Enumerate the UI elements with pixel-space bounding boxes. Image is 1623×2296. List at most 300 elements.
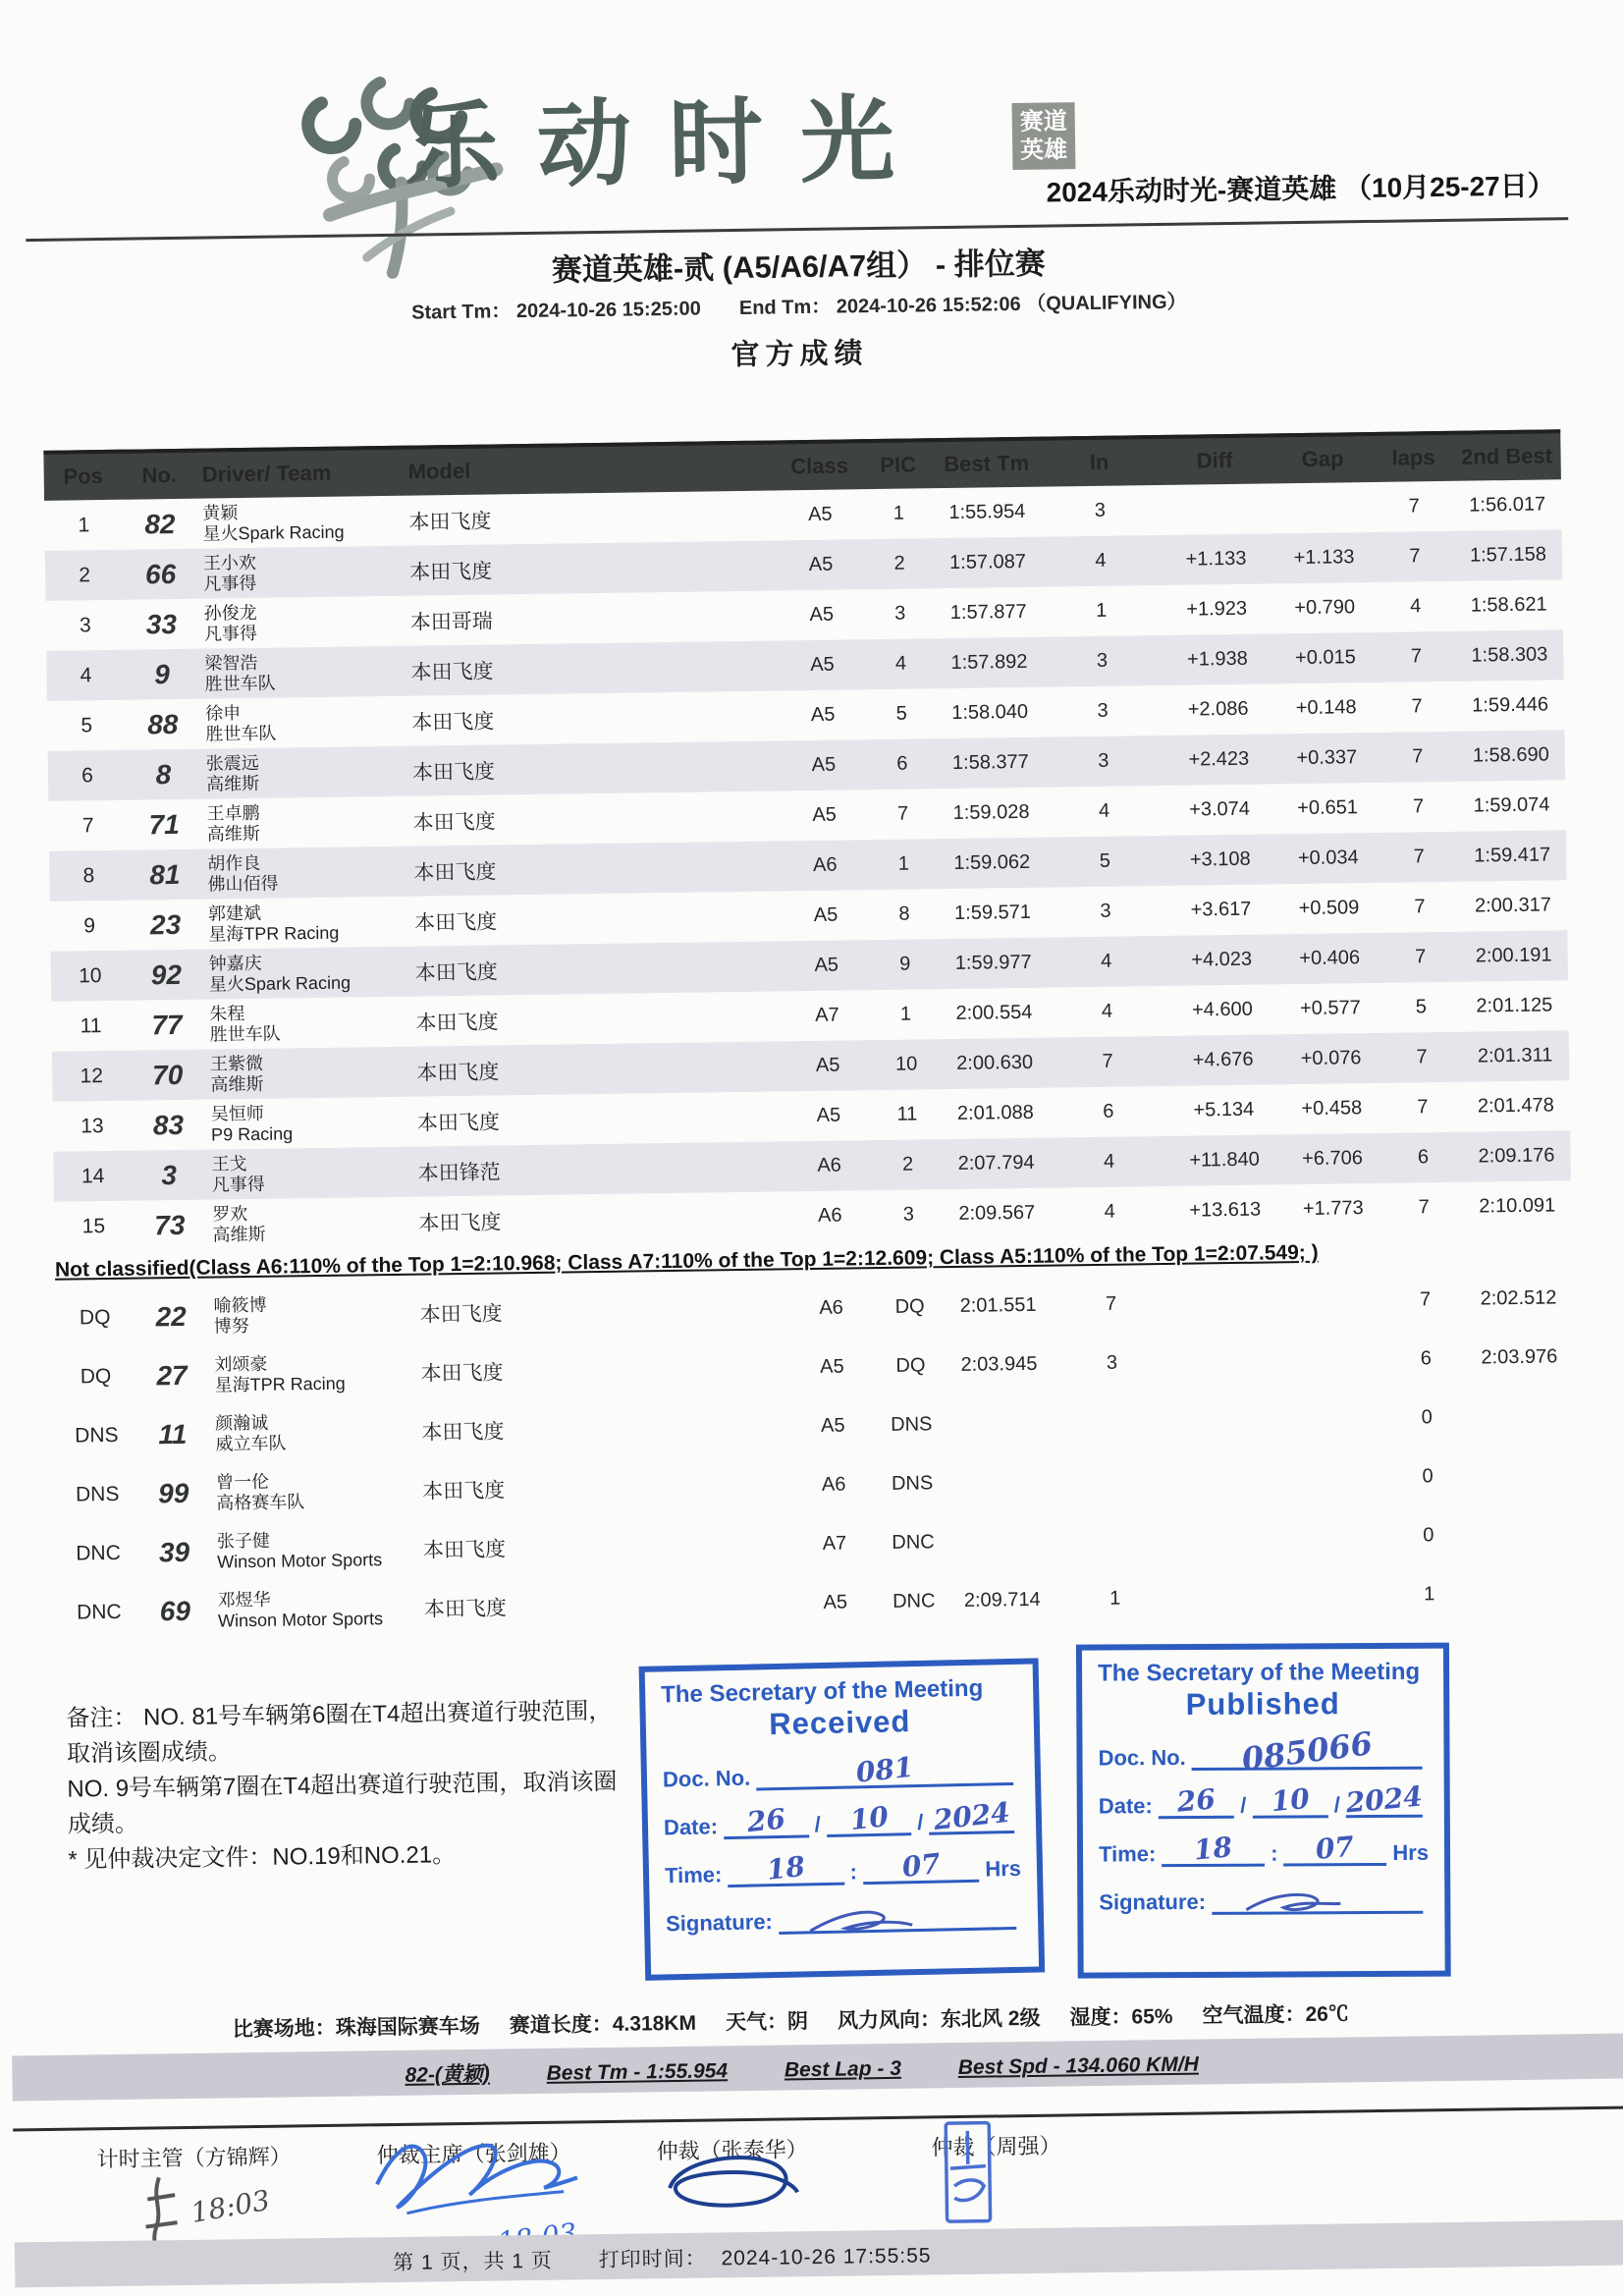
cell-2nd-best <box>1467 1472 1575 1478</box>
cell-diff <box>1171 1417 1284 1423</box>
cell-model: 本田飞度 <box>422 1538 507 1562</box>
cell-model: 本田飞度 <box>412 809 496 835</box>
cell-2nd-best: 2:01.311 <box>1477 1044 1553 1067</box>
cell-diff <box>1174 1594 1287 1600</box>
cell-pic: DQ <box>895 1353 926 1377</box>
cell-in <box>1055 1478 1172 1484</box>
cell-gap: +0.076 <box>1300 1047 1362 1070</box>
cell-pos: 15 <box>81 1214 106 1237</box>
page-footer-bar <box>15 2219 1623 2287</box>
page-count: 第 1 页，共 1 页 <box>392 2249 554 2275</box>
cell-diff <box>1159 507 1271 513</box>
remarks-block <box>66 1694 637 1879</box>
team-name: 高维斯 <box>210 1073 264 1095</box>
cell-pos: 9 <box>83 913 96 937</box>
cell-best-tm: 1:55.954 <box>948 500 1026 523</box>
cell-laps: 7 <box>1412 745 1424 768</box>
cell-laps: 0 <box>1422 1464 1434 1487</box>
cell-no: 69 <box>159 1595 191 1627</box>
cell-pic: DNS <box>891 1471 934 1495</box>
cell-gap: +0.790 <box>1294 596 1356 620</box>
footer-divider <box>13 2105 1623 2131</box>
cell-pic: 11 <box>896 1103 918 1125</box>
cell-class: A5 <box>816 1104 841 1126</box>
cell-diff: +11.840 <box>1189 1148 1260 1172</box>
cell-best-tm: 2:00.630 <box>956 1051 1034 1074</box>
cell-driver <box>200 748 407 796</box>
steward-2-signature-scribble <box>934 2116 1004 2230</box>
received-doc-value: 081 <box>854 1750 915 1789</box>
cell-diff: +13.613 <box>1189 1198 1262 1222</box>
cell-in: 5 <box>1099 849 1111 872</box>
brand-title: 乐动时光 <box>405 83 933 202</box>
driver-name: 曾一伦 <box>215 1471 270 1493</box>
column-header: In <box>1089 449 1109 474</box>
team-name: 高维斯 <box>205 773 260 794</box>
classified-rows <box>44 479 1572 1251</box>
driver-name: 罗欢 <box>212 1203 248 1225</box>
cell-in: 4 <box>1101 950 1112 972</box>
cell-class: A6 <box>817 1204 842 1227</box>
cell-gap: +0.406 <box>1299 947 1361 970</box>
cell-in: 1 <box>1096 599 1108 622</box>
venue-info-line <box>233 1997 1379 2043</box>
badge-line2: 英雄 <box>1019 137 1068 164</box>
team-name: 星海TPR Racing <box>208 922 340 945</box>
cell-pos: 5 <box>81 713 93 737</box>
received-stamp: The Secretary of the Meeting Received Doc. No. 081 Date: 26 / 10 / 2024 Time: 18 : 07 Hrs Signature: <box>639 1658 1046 1980</box>
cell-gap: +1.773 <box>1302 1197 1364 1221</box>
cell-diff <box>1170 1299 1283 1305</box>
cell-in: 3 <box>1098 749 1109 772</box>
cell-class: A5 <box>814 954 839 976</box>
cell-in: 4 <box>1101 1000 1113 1022</box>
cell-class: A5 <box>823 1591 848 1613</box>
cell-diff: +3.108 <box>1189 847 1251 871</box>
cell-no: 9 <box>154 658 171 689</box>
cell-laps: 7 <box>1414 946 1427 968</box>
column-header: Class <box>790 453 849 479</box>
cell-gap: +0.577 <box>1299 997 1361 1020</box>
venue-info-item: 空气温度：26℃ <box>1202 2002 1349 2028</box>
cell-gap <box>1283 1298 1386 1303</box>
official-timekeeper: 计时主管（方锦辉） <box>96 2144 292 2172</box>
remark-line-3: * 见仲裁决定文件：NO.19和NO.21。 <box>68 1841 457 1874</box>
driver-name: 王小欢 <box>202 552 257 574</box>
venue-info-item: 赛道长度：4.318KM <box>509 2011 697 2038</box>
cell-gap <box>1283 1357 1386 1362</box>
cell-no: 70 <box>151 1059 184 1090</box>
cell-no: 73 <box>154 1209 186 1240</box>
best-time: Best Tm - 1:55.954 <box>546 2059 729 2085</box>
team-name: Winson Motor Sports <box>217 1609 384 1631</box>
cell-in: 6 <box>1103 1100 1114 1122</box>
cell-laps: 7 <box>1408 495 1420 518</box>
team-name: 胜世车队 <box>205 723 277 744</box>
cell-pic: 7 <box>896 802 909 825</box>
cell-best-tm: 2:09.567 <box>958 1201 1036 1225</box>
cell-model: 本田飞度 <box>423 1597 508 1621</box>
cell-best-tm: 1:58.377 <box>951 750 1029 774</box>
cell-gap <box>1286 1534 1389 1539</box>
driver-name: 喻筱博 <box>213 1294 267 1316</box>
cell-diff: +1.133 <box>1185 547 1247 571</box>
cell-class: A5 <box>808 553 834 575</box>
cell-diff: +3.617 <box>1190 898 1252 921</box>
cell-model: 本田飞度 <box>415 1010 499 1035</box>
not-classified-line: Not classified(Class A6:110% of the Top 1=2:10.968; Class A7:110% of the Top 1=2:12.609; Class A5:110% of the Top 1=2:07.549; ) <box>54 1240 1319 1282</box>
cell-driver <box>205 1099 412 1147</box>
published-stamp-title: The Secretary of the Meeting <box>1098 1658 1421 1687</box>
published-stamp-status: Published <box>1185 1686 1340 1722</box>
cell-class: A5 <box>807 503 833 525</box>
cell-driver <box>210 1468 417 1516</box>
results-table <box>43 429 1577 1642</box>
received-doc-label: Doc. No. <box>662 1765 751 1792</box>
cell-pos: 3 <box>79 613 91 636</box>
cell-model: 本田飞度 <box>419 1302 503 1327</box>
cell-in: 3 <box>1106 1351 1118 1374</box>
venue-info-item: 风力风向：东北风 2级 <box>837 2006 1041 2033</box>
cell-class: A5 <box>809 603 835 626</box>
cell-pic: 3 <box>894 602 906 625</box>
team-name: 星海TPR Racing <box>214 1373 346 1395</box>
cell-driver <box>209 1409 416 1457</box>
cell-class: A6 <box>821 1473 846 1496</box>
cell-no: 23 <box>149 908 182 940</box>
received-time-minute: 07 <box>899 1846 943 1884</box>
driver-name: 吴恒师 <box>210 1103 264 1124</box>
cell-driver <box>204 1049 411 1097</box>
cell-laps: 7 <box>1414 896 1426 918</box>
cell-model: 本田飞度 <box>411 709 495 735</box>
best-car: 82-(黄颖) <box>405 2062 490 2087</box>
remark-line-1: 备注： NO. 81号车辆第6圈在T4超出赛道行驶范围，取消该圈成绩。 <box>66 1697 613 1768</box>
cell-laps: 1 <box>1424 1582 1435 1605</box>
driver-name: 王卓鹏 <box>206 802 260 824</box>
cell-no: 71 <box>148 808 180 840</box>
team-name: 胜世车队 <box>204 673 276 694</box>
driver-name: 王戈 <box>211 1153 247 1175</box>
cell-in: 7 <box>1105 1292 1117 1315</box>
cell-gap: +0.651 <box>1297 796 1359 820</box>
cell-laps: 4 <box>1409 595 1422 618</box>
cell-model: 本田飞度 <box>413 859 497 885</box>
cell-pic: 8 <box>898 902 910 925</box>
cell-gap <box>1285 1475 1388 1480</box>
venue-info-item: 湿度：65% <box>1069 2004 1173 2030</box>
cell-2nd-best: 1:59.417 <box>1474 844 1551 867</box>
cell-driver <box>196 498 404 546</box>
cell-no: 83 <box>152 1109 185 1140</box>
cell-best-tm: 2:01.088 <box>956 1101 1034 1124</box>
column-header: PIC <box>880 452 917 477</box>
cell-driver <box>202 899 409 947</box>
cell-best-tm: 1:59.977 <box>954 951 1032 974</box>
cell-class: A5 <box>815 1054 840 1076</box>
cell-in: 3 <box>1096 649 1109 672</box>
cell-pic: 4 <box>894 652 907 675</box>
cell-2nd-best: 1:57.158 <box>1469 543 1547 567</box>
cell-class: A7 <box>822 1532 847 1555</box>
unclassified-rows <box>55 1268 1577 1643</box>
cell-driver <box>212 1586 419 1634</box>
venue-info-item: 天气：阴 <box>725 2010 809 2035</box>
end-time-value: 2024-10-26 15:52:06 （QUALIFYING） <box>836 291 1187 318</box>
cell-driver <box>197 548 405 596</box>
cell-gap: +0.509 <box>1298 897 1360 920</box>
cell-pic: 3 <box>902 1203 915 1226</box>
cell-2nd-best: 2:01.125 <box>1476 994 1553 1017</box>
official-chief-steward: 仲裁主席（张剑雄） <box>376 2140 571 2168</box>
cell-diff: +5.134 <box>1193 1098 1255 1121</box>
driver-name: 钟嘉庆 <box>208 953 262 974</box>
cell-in: 4 <box>1104 1200 1115 1223</box>
cell-model: 本田哥瑞 <box>409 609 493 634</box>
cell-driver <box>203 999 410 1047</box>
cell-in: 4 <box>1098 799 1110 822</box>
cell-pic: 2 <box>901 1153 914 1175</box>
cell-pos: DNS <box>75 1482 120 1506</box>
cell-laps: 7 <box>1409 545 1421 568</box>
cell-driver <box>199 698 406 746</box>
cell-gap: +1.133 <box>1293 546 1355 570</box>
cell-driver <box>206 1199 413 1247</box>
cell-laps: 7 <box>1419 1287 1432 1310</box>
cell-model: 本田飞度 <box>408 559 493 584</box>
published-date-month: 10 <box>1270 1781 1311 1819</box>
team-name: P9 Racing <box>210 1122 294 1145</box>
cell-laps: 7 <box>1412 795 1425 818</box>
received-date-day: 26 <box>745 1802 787 1839</box>
cell-2nd-best: 2:00.317 <box>1474 894 1552 917</box>
column-header: Driver/ Team <box>201 460 332 487</box>
cell-driver <box>205 1149 412 1197</box>
cell-in <box>1054 1419 1171 1425</box>
cell-diff: +4.600 <box>1191 998 1253 1021</box>
column-header: Gap <box>1301 446 1344 471</box>
published-time-hour: 18 <box>1192 1831 1234 1867</box>
cell-pic: DQ <box>894 1294 925 1318</box>
cell-pos: 12 <box>80 1064 104 1087</box>
official-steward-1: 仲裁（张泰华） <box>656 2137 808 2164</box>
cell-in: 3 <box>1097 699 1109 722</box>
cell-pos: DNS <box>75 1423 119 1448</box>
cell-pic: 5 <box>895 702 907 725</box>
cell-pic: 10 <box>894 1053 918 1075</box>
cell-best-tm: 1:57.087 <box>948 550 1027 574</box>
published-doc-value: 085066 <box>1239 1724 1375 1778</box>
cell-in: 4 <box>1103 1150 1115 1173</box>
driver-name: 朱程 <box>209 1003 245 1024</box>
cell-model: 本田飞度 <box>408 509 492 534</box>
cell-no: 22 <box>155 1300 187 1333</box>
team-name: 胜世车队 <box>209 1023 281 1045</box>
cell-class: A6 <box>812 853 838 876</box>
cell-laps: 7 <box>1410 645 1423 668</box>
driver-name: 颜瀚诚 <box>215 1412 269 1434</box>
received-signature-scribble <box>802 1901 921 1940</box>
cell-pic: 1 <box>897 852 910 875</box>
cell-best-tm: 2:09.714 <box>963 1588 1041 1612</box>
cell-driver <box>208 1350 415 1398</box>
received-time-label: Time: <box>664 1862 723 1888</box>
cell-pos: 8 <box>82 863 95 887</box>
print-time-value: 2024-10-26 17:55:55 <box>721 2244 932 2270</box>
cell-gap: +0.458 <box>1301 1097 1363 1121</box>
team-name: 高维斯 <box>206 823 260 845</box>
cell-best-tm: 2:00.554 <box>955 1001 1033 1024</box>
cell-pic: DNS <box>891 1412 933 1436</box>
cell-laps: 7 <box>1417 1096 1429 1119</box>
cell-no: 81 <box>149 858 181 890</box>
timekeeper-handwritten-time: 18:03 <box>189 2183 273 2229</box>
driver-name: 邓煜华 <box>217 1589 271 1611</box>
cell-driver <box>202 949 409 997</box>
cell-diff <box>1172 1476 1285 1482</box>
cell-2nd-best: 1:59.446 <box>1472 693 1549 717</box>
cell-pic: 1 <box>899 1003 912 1025</box>
best-lap-bar <box>12 2033 1623 2101</box>
cell-driver <box>201 848 408 897</box>
driver-name: 黄颖 <box>202 502 239 523</box>
event-badge <box>1012 102 1076 170</box>
cell-driver <box>198 598 406 646</box>
cell-class: A6 <box>819 1296 844 1319</box>
cell-no: 39 <box>158 1536 190 1568</box>
driver-name: 刘颂豪 <box>214 1353 268 1375</box>
cell-laps: 6 <box>1420 1346 1433 1369</box>
published-signature-label: Signature: <box>1099 1888 1207 1915</box>
cell-pos: DNC <box>76 1600 122 1624</box>
cell-laps: 6 <box>1417 1146 1430 1169</box>
cell-2nd-best <box>1469 1590 1577 1596</box>
best-lap: Best Lap - 3 <box>784 2056 902 2082</box>
cell-pic: 6 <box>896 752 908 775</box>
cell-class: A5 <box>812 803 837 826</box>
team-name: 星火Spark Racing <box>208 972 352 995</box>
published-date-label: Date: <box>1098 1793 1153 1819</box>
team-name: 凡事得 <box>203 573 257 594</box>
cell-no: 88 <box>146 708 179 739</box>
cell-gap <box>1284 1416 1387 1421</box>
cell-2nd-best: 1:56.017 <box>1469 493 1546 517</box>
column-header: laps <box>1391 445 1435 470</box>
team-name: 高格赛车队 <box>216 1492 305 1513</box>
published-hrs-label: Hrs <box>1392 1839 1430 1865</box>
cell-diff: +1.938 <box>1186 647 1248 671</box>
cell-best-tm <box>947 1480 1055 1486</box>
cell-class: A5 <box>810 703 836 726</box>
cell-diff: +2.423 <box>1188 747 1250 771</box>
driver-name: 张震远 <box>205 752 259 774</box>
session-title: 赛道英雄-贰 (A5/A6/A7组） - 排位赛 <box>551 246 1046 288</box>
cell-laps: 7 <box>1418 1196 1430 1219</box>
published-time-minute: 07 <box>1314 1830 1356 1866</box>
published-date-year: 2024 <box>1344 1779 1425 1820</box>
cell-model: 本田飞度 <box>416 1060 500 1085</box>
cell-diff <box>1170 1358 1283 1364</box>
cell-best-tm: 1:57.892 <box>950 650 1028 674</box>
cell-pic: 9 <box>899 953 911 975</box>
cell-2nd-best: 2:01.478 <box>1477 1094 1554 1118</box>
official-steward-2: 仲裁（周强） <box>931 2133 1061 2160</box>
cell-pos: 6 <box>81 763 93 787</box>
cell-pic: 2 <box>893 552 905 574</box>
cell-pic: DNC <box>892 1530 935 1554</box>
cell-2nd-best: 2:02.512 <box>1480 1285 1557 1309</box>
column-header: Diff <box>1196 447 1233 473</box>
column-header: Pos <box>63 464 104 489</box>
cell-laps: 7 <box>1411 695 1423 718</box>
venue-info-item: 比赛场地：珠海国际赛车场 <box>232 2014 480 2042</box>
cell-gap: +6.706 <box>1302 1147 1364 1171</box>
column-header: Model <box>407 458 471 484</box>
start-time-value: 2024-10-26 15:25:00 <box>515 298 701 323</box>
cell-laps: 0 <box>1421 1405 1433 1428</box>
cell-driver <box>198 648 406 696</box>
cell-in: 3 <box>1100 900 1111 922</box>
cell-pos: 13 <box>81 1114 104 1137</box>
team-name: 凡事得 <box>203 623 258 644</box>
cell-2nd-best: 1:59.074 <box>1473 793 1550 817</box>
cell-model: 本田飞度 <box>411 759 496 785</box>
cell-pos: 7 <box>81 813 94 837</box>
cell-class: A6 <box>817 1154 841 1176</box>
cell-best-tm: 1:59.062 <box>953 850 1031 874</box>
cell-gap <box>1271 505 1375 510</box>
cell-diff: +4.676 <box>1192 1048 1254 1071</box>
driver-name: 孙俊龙 <box>203 602 257 624</box>
published-stamp: The Secretary of the Meeting Published Doc. No. 085066 Date: 26 / 10 / 2024 Time: 18 : 07 Hrs Signature: <box>1076 1643 1451 1979</box>
team-name: 博努 <box>213 1316 249 1337</box>
cell-diff: +1.923 <box>1186 597 1248 621</box>
best-speed: Best Spd - 134.060 KM/H <box>957 2052 1199 2080</box>
published-date-day: 26 <box>1175 1782 1217 1819</box>
published-signature-scribble <box>1233 1884 1351 1920</box>
cell-diff: +2.086 <box>1187 697 1249 721</box>
team-name: 高维斯 <box>212 1224 266 1245</box>
cell-laps: 5 <box>1415 996 1428 1018</box>
cell-gap: +0.034 <box>1297 847 1359 870</box>
received-time-hour: 18 <box>765 1849 807 1886</box>
steward-1-signature-scribble <box>649 2141 807 2221</box>
cell-2nd-best <box>1466 1413 1574 1419</box>
cell-no: 3 <box>161 1159 178 1190</box>
cell-pos: 1 <box>78 513 90 536</box>
received-date-year: 2024 <box>931 1795 1012 1836</box>
cell-pic: DNC <box>892 1589 936 1613</box>
cell-gap: +0.015 <box>1294 646 1356 670</box>
cell-pos: 14 <box>81 1164 105 1187</box>
cell-model: 本田飞度 <box>410 659 494 684</box>
column-header: No. <box>141 462 178 488</box>
cell-best-tm: 1:58.040 <box>951 700 1029 724</box>
cell-no: 92 <box>150 958 183 990</box>
end-time-label: End Tm： <box>738 296 832 319</box>
published-doc-label: Doc. No. <box>1098 1745 1186 1771</box>
cell-in: 1 <box>1109 1587 1121 1610</box>
cell-best-tm: 2:01.551 <box>959 1293 1037 1317</box>
cell-2nd-best: 2:03.976 <box>1481 1344 1558 1368</box>
cell-2nd-best: 1:58.690 <box>1472 743 1549 767</box>
column-header: Best Tm <box>944 450 1030 477</box>
cell-model: 本田飞度 <box>421 1420 505 1445</box>
cell-best-tm: 2:07.794 <box>957 1151 1035 1175</box>
chief-steward-signature-scribble <box>366 2122 583 2228</box>
event-title-line: 2024乐动时光-赛道英雄 （10月25-27日） <box>1046 170 1555 208</box>
cell-no: 27 <box>156 1359 188 1392</box>
